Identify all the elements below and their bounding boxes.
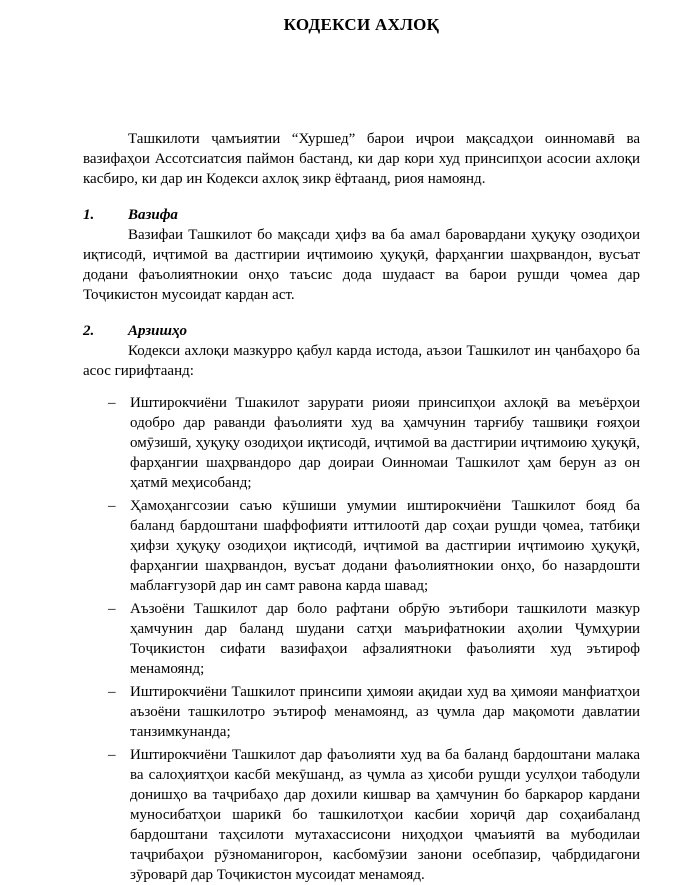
list-item — [83, 745, 640, 885]
list-item-text: Иштирокчиёни Ташкилот дар фаъолияти худ ва ба баланд бардоштани малака ва салоҳиятҳои касбӣ мекӯшанд, аз ҷумла аз ҳисоби рушди усулҳои табодули донишҳо ва таҷрибаҳо дар дохили кишвар ва ҳамчунин бо баркарор кардани муносибатҳои шарикӣ бо ташкилотҳои касбии хориҷӣ дар соҳаибаланд бардоштани таҳсилоти мутахассисони ниҳодҳои ҷмаъиятӣ ва мубодилаи таҷрибаҳои рӯзноманигорон, касбомӯзии занони осебпазир, ҷабрдидагони зӯроварӣ дар Тоҷикистон мусоидат менамояд. — [130, 747, 640, 883]
intro-paragraph: Ташкилоти ҷамъиятии “Хуршед” барои иҷрои мақсадҳои оинномавӣ ва вазифаҳои Ассотсиатсия паймон бастанд, ки дар кори худ принсипҳои асосии ахлоқи касбиро, ки дар ин Кодекси ахлоқ зикр ёфтаанд, риоя намоянд. — [83, 131, 640, 187]
list-item — [83, 599, 640, 679]
section-1-heading — [83, 205, 640, 225]
list-bullet: – — [108, 684, 116, 700]
list-bullet: – — [108, 747, 116, 763]
section-2-text: Кодекси ахлоқи мазкурро қабул карда истода, аъзои Ташкилот ин ҷанбаҳоро ба асос гирифтаанд: — [83, 343, 640, 379]
list-item-text: Иштирокчиёни Ташкилот принсипи ҳимояи ақидаи худ ва ҳимояи манфиатҳои аъзоёни ташкилотро эътироф менамоянд, аз ҷумла дар мақомоти давлатии танзимкунанда; — [130, 684, 640, 740]
section-2-heading — [83, 321, 640, 341]
section-1-text: Вазифаи Ташкилот бо мақсади ҳифз ва ба амал баровардани ҳуқуқу озодиҳои иқтисодӣ, иҷтимоӣ ва дастгирии иҷтимоию ҳуқуқӣ, фарҳангии шаҳрвандон, вусъат додани фаъолиятнокии онҳо таъсис дода шудааст ва барои рушди ҷомеа дар Тоҷикистон мусоидат кардан аст. — [83, 227, 640, 303]
list-bullet: – — [108, 498, 116, 514]
list-item — [83, 393, 640, 493]
section-1-number: 1. — [83, 207, 95, 223]
section-2-number: 2. — [83, 323, 95, 339]
list-item-text: Иштирокчиёни Тшакилот зарурати риояи принсипҳои ахлоқӣ ва меъёрҳои одобро дар раванди фаъолияти худ ва ҳамчунин тарғибу ташвиқи ғояҳои омӯзишӣ, ҳуқуқу озодиҳои иқтисодӣ, иҷтимоӣ ва дастгирии иҷтимоию ҳуқуқӣ, фарҳангии шаҳрвандоро дар доираи Оинномаи Ташкилот ҳам берун аз он ҳатмӣ меҳисобанд; — [130, 395, 640, 491]
list-item-text: Аъзоёни Ташкилот дар боло рафтани обрӯю эътибори ташкилоти мазкур ҳамчунин дар баланд шудани сатҳи маърифатнокии аҳолии Ҷумҳурии Тоҷикистон сифати вазифаҳои афзалиятноки фаъолияти худ эътироф менамоянд; — [130, 601, 640, 677]
values-list — [83, 393, 640, 885]
list-item-text: Ҳамоҳангсозии саъю кӯшиши умумии иштирокчиёни Ташкилот бояд ба баланд бардоштани шаффофияти иттилоотӣ дар соҳаи рушди ҷомеа, татбиқи ҳифзи ҳуқуқу озодиҳои иқтисодӣ, иҷтимоӣ ва дастгирии иҷтимоию ҳуқуқӣ, фарҳангии шаҳрвандон, вусъат додани фаъолиятнокии онҳо, бо назардошти маблағгузорӣ дар ин самт равона карда шавад; — [130, 498, 640, 594]
section-2-title: Арзишҳо — [128, 323, 187, 339]
document-title: КОДЕКСИ АХЛОҚ — [283, 15, 440, 34]
list-bullet: – — [108, 395, 116, 411]
list-item — [83, 682, 640, 742]
list-bullet: – — [108, 601, 116, 617]
section-1-title: Вазифа — [128, 207, 178, 223]
list-item — [83, 496, 640, 596]
